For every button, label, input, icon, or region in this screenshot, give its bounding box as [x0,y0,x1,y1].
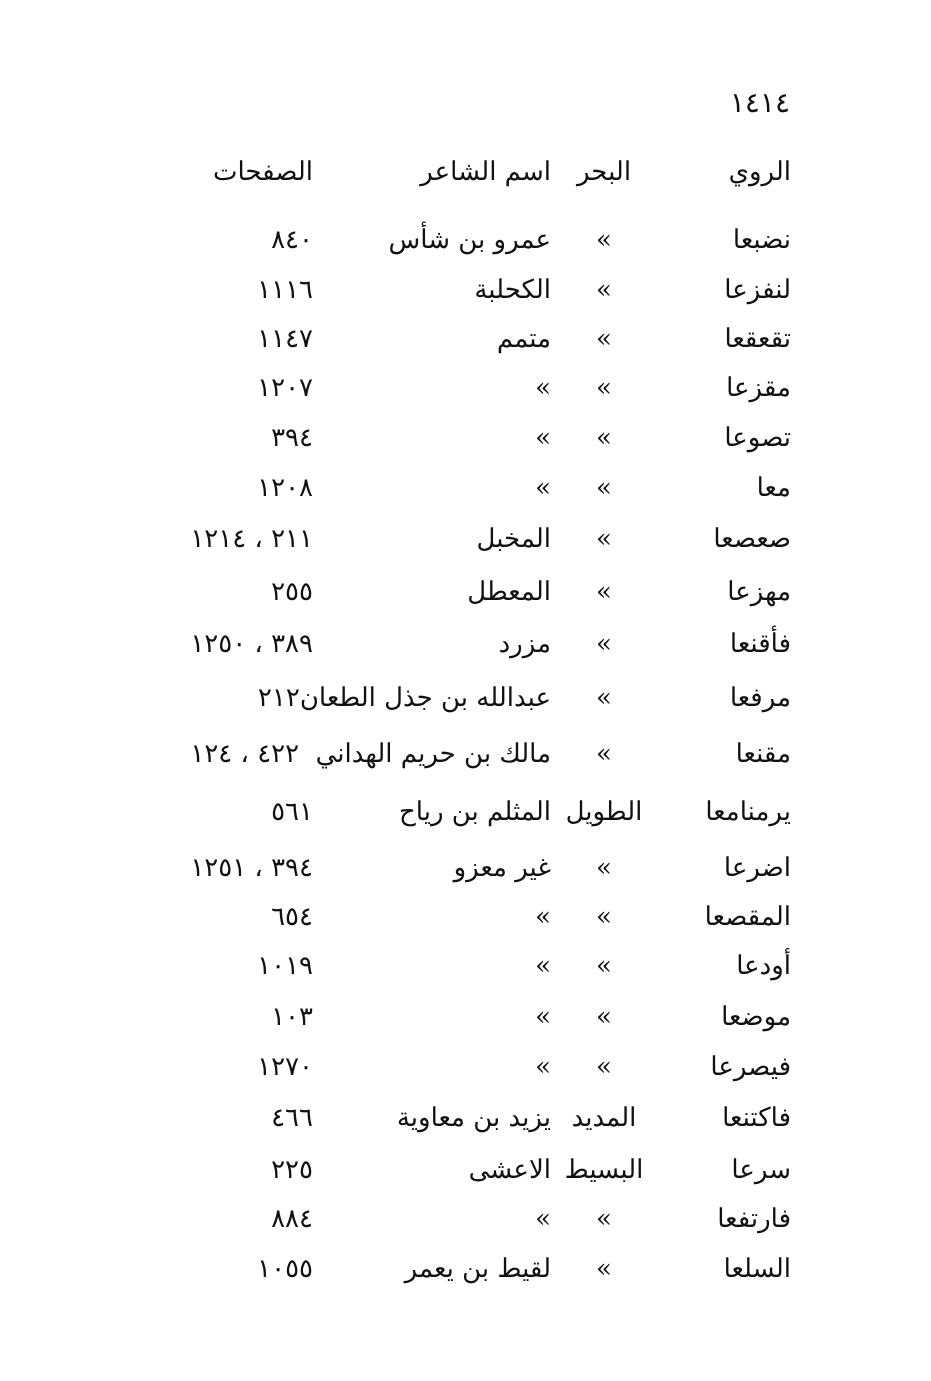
cell-pages: ١١٤٧ [257,324,313,354]
cell-poet: لقيط بن يعمر [404,1254,551,1284]
cell-pages: ٢٢٥ [271,1155,313,1185]
cell-bahr: » [596,1002,612,1032]
cell-pages: ٨٤٠ [271,225,313,255]
cell-rawi: أودعا [736,951,791,981]
table-row [0,1249,931,1289]
cell-rawi: مقزعا [726,373,791,403]
cell-poet: المخبل [476,524,551,554]
cell-bahr: » [596,739,612,769]
cell-rawi: مقنعا [735,739,791,769]
table-row [0,572,931,612]
cell-pages: ١١١٦ [257,275,313,305]
cell-bahr: » [596,1052,612,1082]
cell-rawi: موضعا [721,1002,791,1032]
cell-rawi: تقعقعا [724,324,791,354]
cell-pages: ٨٨٤ [271,1204,313,1234]
cell-pages: ١٢٧٠ [257,1052,313,1082]
cell-bahr: » [596,951,612,981]
cell-pages: ١٢٠٨ [257,473,313,503]
cell-poet: » [535,1002,551,1032]
cell-poet-name: عبدالله بن جذل الطعان [299,683,551,713]
cell-pages: ١٢٠٧ [257,373,313,403]
cell-rawi: صعصعا [713,524,791,554]
cell-pages: ١٠٥٥ [257,1254,313,1284]
cell-rawi: مرفعا [729,683,791,713]
cell-poet: المثلم بن رياح [399,797,551,827]
cell-poet: » [535,951,551,981]
cell-rawi: اضرعا [723,853,791,883]
cell-bahr: » [596,577,612,607]
cell-pages: ٣٩٤ ، ١٢٥١ [190,853,313,883]
cell-poet-name: مالك بن حريم الهداني [315,739,551,769]
cell-pages: ٣٩٤ [271,423,313,453]
table-row [0,997,931,1037]
cell-poet: مزرد [498,629,551,659]
table-row [0,418,931,458]
cell-bahr: » [596,324,612,354]
cell-bahr: » [596,683,612,713]
cell-poet: » [535,373,551,403]
cell-poet: » [535,423,551,453]
cell-poet: المعطل [467,577,551,607]
cell-rawi: نضبعا [732,225,791,255]
cell-rawi: سرعا [731,1155,791,1185]
cell-poet: » [535,1204,551,1234]
cell-bahr: » [596,423,612,453]
cell-bahr: » [596,629,612,659]
cell-poet: متمم [496,324,551,354]
cell-bahr: » [596,275,612,305]
table-row [0,792,931,832]
cell-rawi: تصوعا [724,423,791,453]
cell-rawi: فاكتنعا [722,1103,791,1133]
cell-bahr: الطويل [565,797,643,827]
cell-pages: ١٠٣ [271,1002,313,1032]
cell-poet: الكحلبة [474,275,551,305]
cell-pages: ٢١١ ، ١٢١٤ [190,524,313,554]
cell-bahr: » [596,473,612,503]
table-row [0,946,931,986]
table-row [0,734,931,774]
cell-pages: ١٠١٩ [257,951,313,981]
cell-rawi: فأقنعا [729,629,791,659]
cell-rawi: فارتفعا [717,1204,791,1234]
table-row [0,678,931,718]
cell-pages: ٦٥٤ [271,902,313,932]
cell-bahr: المديد [571,1103,637,1133]
cell-bahr: » [596,1254,612,1284]
cell-pages: ٤٦٦ [271,1103,313,1133]
cell-bahr: » [596,853,612,883]
header-pages: الصفحات [212,157,313,187]
table-row [0,1098,931,1138]
cell-poet: عمرو بن شأس [388,225,551,255]
table-row [0,220,931,260]
cell-poet: الاعشى [468,1155,551,1185]
page-number: ١٤١٤ [729,86,790,119]
cell-bahr: » [596,1204,612,1234]
cell-rawi: المقصعا [704,902,791,932]
cell-bahr: » [596,902,612,932]
cell-rawi: مهزعا [727,577,791,607]
cell-poet: يزيد بن معاوية [396,1103,551,1133]
cell-poet [131,678,551,718]
table-row [0,1150,931,1190]
cell-bahr: » [596,225,612,255]
cell-bahr: » [596,373,612,403]
cell-rawi: السلعا [723,1254,791,1284]
cell-poet: » [535,1052,551,1082]
cell-bahr: البسيط [564,1155,644,1185]
cell-pages: ٣٨٩ ، ١٢٥٠ [190,629,313,659]
table-row [0,468,931,508]
header-bahr: البحر [576,157,632,187]
cell-bahr: » [596,524,612,554]
table-row [0,319,931,359]
table-row [0,897,931,937]
cell-poet: غير معزو [453,853,551,883]
cell-pages: ٤٢٢ ، ١٢٤ [190,739,300,769]
cell-poet: » [535,473,551,503]
cell-pages: ٥٦١ [271,797,313,827]
table-row [0,519,931,559]
table-header [0,152,931,192]
table-row [0,270,931,310]
header-rawi: الروي [728,157,791,187]
table-row [0,1199,931,1239]
cell-poet: » [535,902,551,932]
table-row [0,1047,931,1087]
cell-poet [131,734,551,774]
header-poet: اسم الشاعر [420,157,551,187]
cell-pages: ٢١٢ [257,683,300,713]
cell-rawi: يرمنامعا [705,797,791,827]
cell-pages: ٢٥٥ [271,577,313,607]
table-row [0,624,931,664]
cell-rawi: لنفزعا [724,275,791,305]
table-row [0,848,931,888]
table-row [0,368,931,408]
cell-rawi: فيصرعا [710,1052,791,1082]
cell-rawi: معا [756,473,791,503]
